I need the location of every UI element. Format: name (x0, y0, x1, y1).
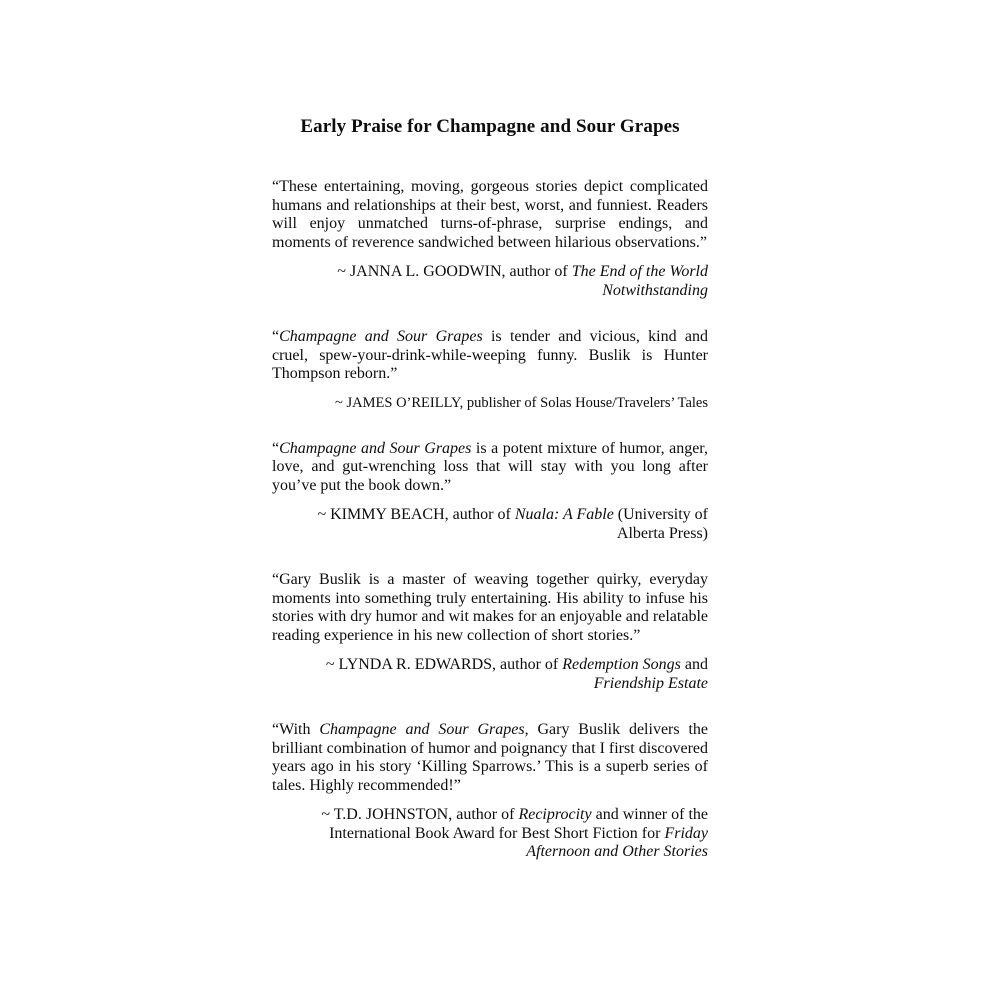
text-segment: and (680, 656, 708, 673)
blurb-quote (272, 440, 708, 496)
page-title: Early Praise for Champagne and Sour Grapes (300, 116, 680, 137)
text-segment: ~ T.D. JOHNSTON, author of (321, 806, 519, 823)
book-title-italic: Friday Afternoon and Other Stories (526, 824, 708, 860)
blurb-attribution (272, 506, 708, 543)
text-segment: is tender and vicious, kind and cruel, spew-your-drink-while-weeping funny. Buslik is Hunter Thompson reborn.” (272, 328, 709, 382)
blurb (272, 178, 708, 300)
blurb-quote (272, 178, 708, 252)
book-title-italic: Nuala: A Fable (514, 506, 614, 523)
text-segment: ~ LYNDA R. EDWARDS, author of (325, 656, 563, 673)
text-segment: and winner of the International Book Award for Best Short Fiction for (329, 806, 708, 842)
blurb (272, 721, 708, 862)
book-title-italic: Champagne and Sour Grapes (319, 721, 525, 738)
text-segment: ~ JANNA L. GOODWIN, author of (337, 263, 572, 280)
text-segment: is a potent mixture of humor, anger, love, and gut-wrenching loss that will stay with you long after you’ve put the book down.” (272, 439, 708, 494)
text-segment: (University of Alberta Press) (613, 506, 708, 542)
blurb-attribution (272, 263, 708, 300)
text-segment: “With (272, 721, 320, 738)
text-segment: “Gary Buslik is a master of weaving together quirky, everyday moments into something truly entertaining. His ability to infuse his stories with dry humor and wit makes for an enjoyable and relatable reading experience in his new collection of short stories.” (272, 571, 708, 644)
text-segment: “ (272, 439, 280, 457)
blurb-quote (272, 571, 708, 645)
book-title-italic: Redemption Songs (562, 656, 681, 673)
blurb-list (272, 178, 708, 862)
blurb-attribution (272, 806, 708, 862)
book-title-italic: Reciprocity (518, 806, 592, 823)
blurb-quote (272, 328, 708, 384)
book-title-italic: Champagne and Sour Grapes (279, 328, 483, 345)
blurb (272, 328, 708, 412)
text-segment: ~ KIMMY BEACH, author of (317, 506, 515, 523)
blurb-attribution (272, 656, 708, 693)
text-segment: , Gary Buslik delivers the brilliant combination of humor and poignancy that I first discovered years ago in his story ‘Killing Sparrows.’ This is a superb series of tales. Highly recommended!” (272, 721, 709, 794)
blurb (272, 440, 708, 544)
text-segment: “These entertaining, moving, gorgeous stories depict complicated humans and relationships at their best, worst, and funniest. Readers will enjoy unmatched turns-of-phrase, surprise endings, and moments of reverence sandwiched between hilarious observations.” (272, 178, 708, 251)
text-segment: “ (272, 328, 280, 345)
book-title-italic: Friendship Estate (593, 674, 708, 692)
text-segment: ~ JAMES O’REILLY, publisher of Solas House/Travelers’ Tales (335, 394, 708, 411)
blurb (272, 571, 708, 693)
blurb-quote (272, 721, 708, 795)
book-title-italic: The End of the World Notwithstanding (571, 263, 708, 299)
book-title-italic: Champagne and Sour Grapes (279, 439, 472, 457)
blurb-attribution (272, 395, 708, 412)
